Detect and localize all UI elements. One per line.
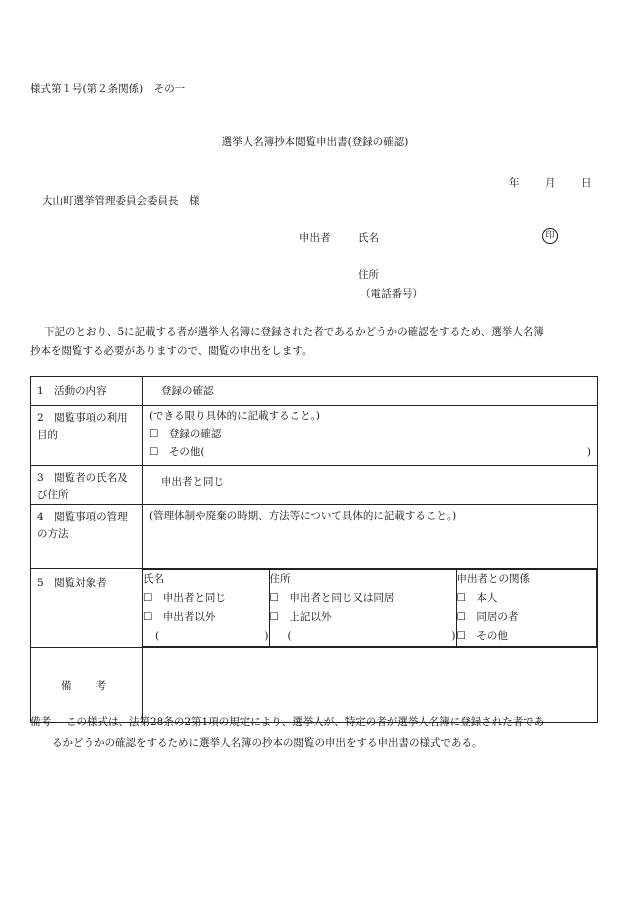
- viewer-label: 3 閲覧者の氏名及び住所: [37, 472, 128, 501]
- purpose-label: 2 閲覧事項の利用目的: [37, 412, 128, 441]
- target-relation-cohabitant[interactable]: ☐ 同居の者: [456, 611, 519, 623]
- target-name-column: [143, 570, 269, 647]
- row-activity: [31, 377, 598, 406]
- target-address-same[interactable]: ☐ 申出者と同じ又は同居: [269, 592, 395, 604]
- target-name-header: 氏名: [143, 573, 164, 585]
- purpose-other-close: ): [586, 446, 591, 458]
- activity-value: 登録の確認: [161, 385, 214, 397]
- target-relation-column: [456, 570, 597, 647]
- target-relation-other[interactable]: ☐ その他: [456, 630, 508, 642]
- intro-text-line1: 下記のとおり、5に記載する者が選挙人名簿に登録された者であるかどうかの確認をするため、選挙人名簿: [44, 326, 544, 338]
- target-relation-header: 申出者との関係: [456, 573, 530, 585]
- viewer-value: 申出者と同じ: [161, 476, 224, 488]
- footnote-line2: るかどうかの確認をするために選挙人名簿の抄本の閲覧の申出をする申出書の様式である。: [52, 737, 483, 749]
- target-address-open: (: [287, 630, 292, 642]
- applicant-address-label: 住所: [358, 269, 379, 281]
- target-address-close: ): [451, 630, 456, 642]
- addressee: 大山町選挙管理委員会委員長 様: [42, 195, 200, 207]
- management-note: (管理体制や廃棄の時期、方法等について具体的に記載すること。): [149, 510, 457, 522]
- target-subtable: [143, 569, 597, 647]
- application-table: [30, 376, 598, 723]
- applicant-phone-label: （電話番号）: [360, 288, 423, 300]
- row-management: [31, 505, 598, 569]
- purpose-option-other[interactable]: ☐ その他(: [149, 446, 205, 458]
- target-address-column: [269, 570, 456, 647]
- target-name-other[interactable]: ☐ 申出者以外: [143, 611, 216, 623]
- management-label: 4 閲覧事項の管理の方法: [37, 511, 128, 540]
- target-label: 5 閲覧対象者: [37, 577, 107, 589]
- purpose-option-confirm[interactable]: ☐ 登録の確認: [149, 428, 222, 440]
- applicant-label: 申出者: [299, 232, 331, 244]
- applicant-name-label: 氏名: [358, 232, 379, 244]
- remarks-field[interactable]: [143, 648, 598, 723]
- remarks-label: 備考: [61, 679, 130, 692]
- intro-text-line2: 抄本を閲覧する必要がありますので、閲覧の申出をします。: [30, 345, 313, 357]
- row-purpose: [31, 406, 598, 466]
- document-title: 選挙人名簿抄本閲覧申出書(登録の確認): [221, 136, 409, 148]
- target-address-header: 住所: [269, 573, 291, 585]
- target-name-same[interactable]: ☐ 申出者と同じ: [143, 592, 226, 604]
- target-name-open: (: [155, 630, 160, 642]
- target-relation-self[interactable]: ☐ 本人: [456, 592, 498, 604]
- footnote-line1: この様式は、法第28条の2第1項の規定により、選挙人が、特定の者が選挙人名簿に登録された者であ: [66, 716, 545, 728]
- date-month: 月: [545, 177, 556, 189]
- activity-label: 1 活動の内容: [37, 385, 107, 397]
- target-name-close: ): [264, 630, 269, 642]
- seal-mark: 印: [542, 228, 558, 244]
- row-target: [31, 569, 598, 648]
- target-address-other[interactable]: ☐ 上記以外: [269, 611, 332, 623]
- footnote-label: 備考: [30, 716, 51, 728]
- date-year: 年: [509, 177, 520, 189]
- purpose-note: (できる限り具体的に記載すること。): [149, 410, 320, 422]
- row-viewer: [31, 466, 598, 505]
- form-number: 様式第１号(第２条関係) その一: [30, 83, 186, 95]
- row-remarks: [31, 648, 598, 723]
- date-day: 日: [581, 177, 592, 189]
